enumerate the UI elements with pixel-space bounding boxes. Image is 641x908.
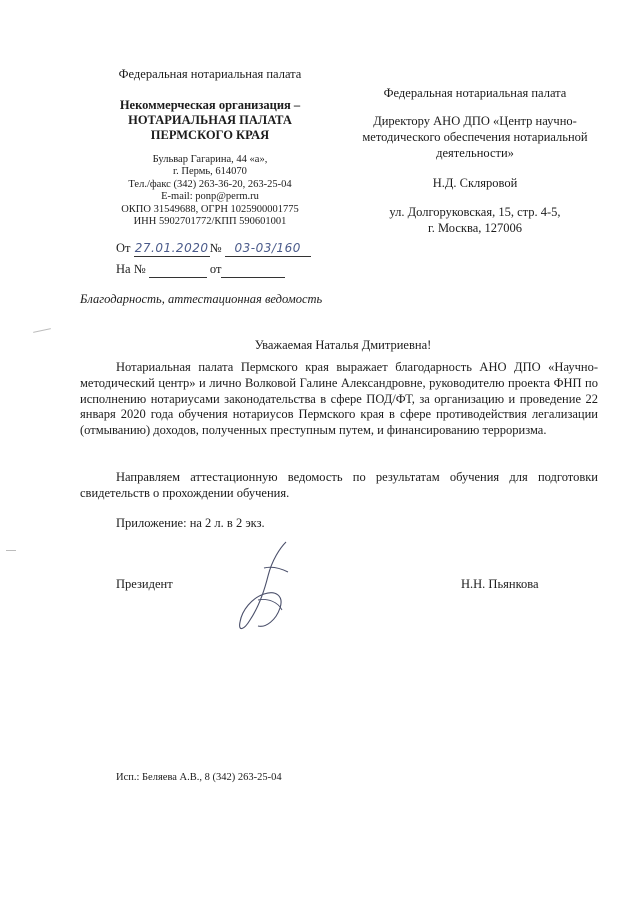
address-line: Бульвар Гагарина, 44 «а»,	[152, 154, 268, 165]
address-line: г. Пермь, 614070	[173, 166, 247, 178]
phone-line: Тел./факс (342) 263-36-20, 263-25-04	[128, 178, 292, 190]
addressee-name: Н.Д. Скляровой	[432, 176, 518, 190]
executor-contact: Исп.: Беляева А.В., 8 (342) 263-25-04	[116, 772, 282, 783]
handwritten-signature	[228, 538, 308, 638]
greeting: Уважаемая Наталья Дмитриевна!	[254, 338, 432, 352]
body-paragraph-1: Нотариальная палата Пермского края выражает благодарность АНО ДПО «Научно-методический центр» и лично Волковой Галине Александровне, руководителю проекта ФНП по исполнению нотариусами законодательства в сфере ПОД/ФТ, за организацию и проведение 22 января 2020 года обучения нотариусов Пермского края в сфере противодействия легализации (отмыванию) доходов, полученных преступным путем, и финансированию терроризма.	[80, 360, 598, 438]
org-line: ПЕРМСКОГО КРАЯ	[150, 128, 270, 142]
addressee-director	[345, 113, 605, 161]
city-line: г. Москва, 127006	[428, 221, 522, 235]
street-line: ул. Долгоруковская, 15, стр. 4-5,	[389, 205, 561, 219]
letter-subject: Благодарность, аттестационная ведомость	[80, 292, 323, 306]
addressee-address	[350, 204, 600, 236]
email-line: E-mail: ponp@perm.ru	[161, 191, 259, 203]
signatory-name: Н.Н. Пьянкова	[461, 577, 539, 591]
org-line: НОТАРИАЛЬНАЯ ПАЛАТА	[128, 113, 292, 127]
letterhead-org	[100, 98, 320, 143]
number-label: №	[209, 241, 222, 255]
director-line: деятельности»	[436, 146, 514, 160]
from-label: От	[116, 241, 131, 255]
outgoing-ref	[116, 241, 311, 257]
okpo-line: ОКПО 31549688, ОГРН 1025900001775	[121, 203, 299, 215]
scan-mark	[33, 328, 51, 333]
ref-number: 03-03/160	[234, 241, 301, 255]
reply-number-label: На №	[116, 262, 146, 276]
incoming-ref	[116, 262, 285, 278]
inn-line: ИНН 5902701772/КПП 590601001	[133, 216, 287, 228]
attachment-line: Приложение: на 2 л. в 2 экз.	[116, 516, 265, 530]
ref-date: 27.01.2020	[134, 241, 209, 255]
director-line: методического обеспечения нотариальной	[362, 130, 588, 144]
body-paragraph-2: Направляем аттестационную ведомость по результатам обучения для подготовки свидетельств о прохождении обучения.	[80, 470, 598, 500]
org-line: Некоммерческая организация –	[119, 98, 301, 112]
letterhead-requisites	[100, 154, 320, 228]
addressee-federal: Федеральная нотариальная палата	[383, 86, 567, 100]
scan-mark	[6, 550, 16, 551]
signatory-title: Президент	[116, 577, 173, 591]
letterhead-federal: Федеральная нотариальная палата	[118, 67, 302, 81]
reply-from-label: от	[209, 262, 222, 276]
director-line: Директору АНО ДПО «Центр научно-	[373, 114, 577, 128]
